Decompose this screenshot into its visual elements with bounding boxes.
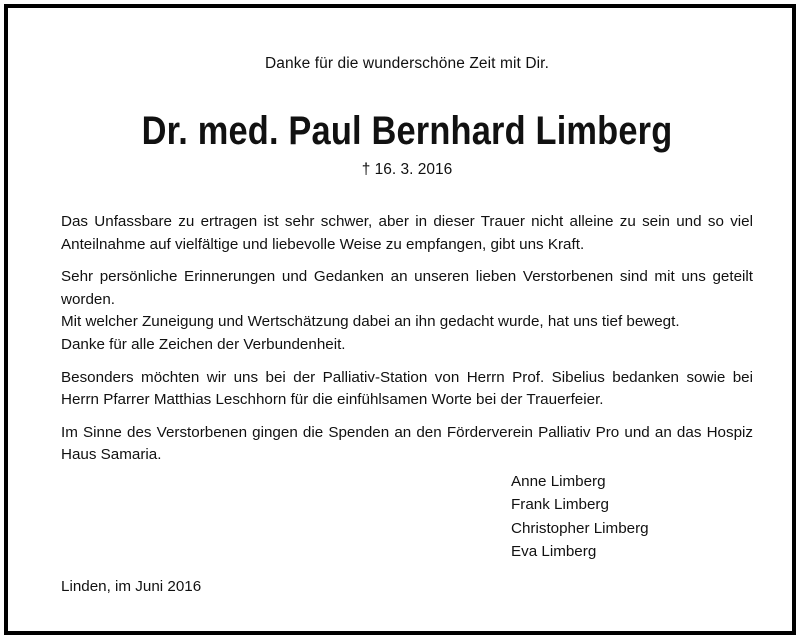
signatory-name: Christopher Limberg (511, 519, 649, 537)
paragraph-thanks: Danke für alle Zeichen der Verbundenheit. (61, 335, 346, 353)
deceased-name: Dr. med. Paul Bernhard Limberg (141, 109, 673, 153)
notice-content (61, 8, 753, 631)
motto-line: Danke für die wunderschöne Zeit mit Dir. (265, 55, 549, 72)
place-and-date: Linden, im Juni 2016 (61, 578, 202, 595)
paragraph-affection: Mit welcher Zuneigung und Wertschätzung dabei an ihn gedacht wurde, hat uns tief bewegt. (61, 313, 680, 331)
signatory-name: Eva Limberg (511, 543, 597, 561)
signatory-name: Frank Limberg (511, 496, 609, 514)
signatories (511, 470, 649, 564)
notice-body (61, 211, 753, 477)
notice-border (4, 4, 796, 635)
signatory-name: Anne Limberg (511, 473, 606, 490)
paragraph-memories: Sehr persönliche Erinnerungen und Gedanken an unseren lieben Verstorbenen sind mit uns geteilt worden. (61, 268, 753, 308)
paragraph-donations: Im Sinne des Verstorbenen gingen die Spenden an den Förderverein Palliativ Pro und an das Hospiz Haus Samaria. (61, 423, 753, 464)
paragraph-special-thanks: Besonders möchten wir uns bei der Palliativ-Station von Herrn Prof. Sibelius bedanken sowie bei Herrn Pfarrer Matthias Leschhorn für die einfühlsamen Worte bei der Trauerfeier. (61, 368, 753, 409)
paragraph-gratitude: Das Unfassbare zu ertragen ist sehr schwer, aber in dieser Trauer nicht alleine zu sein und so viel Anteilnahme auf vielfältige und liebevolle Weise zu empfangen, gibt uns Kraft. (61, 213, 753, 253)
death-date: † 16. 3. 2016 (361, 161, 453, 178)
